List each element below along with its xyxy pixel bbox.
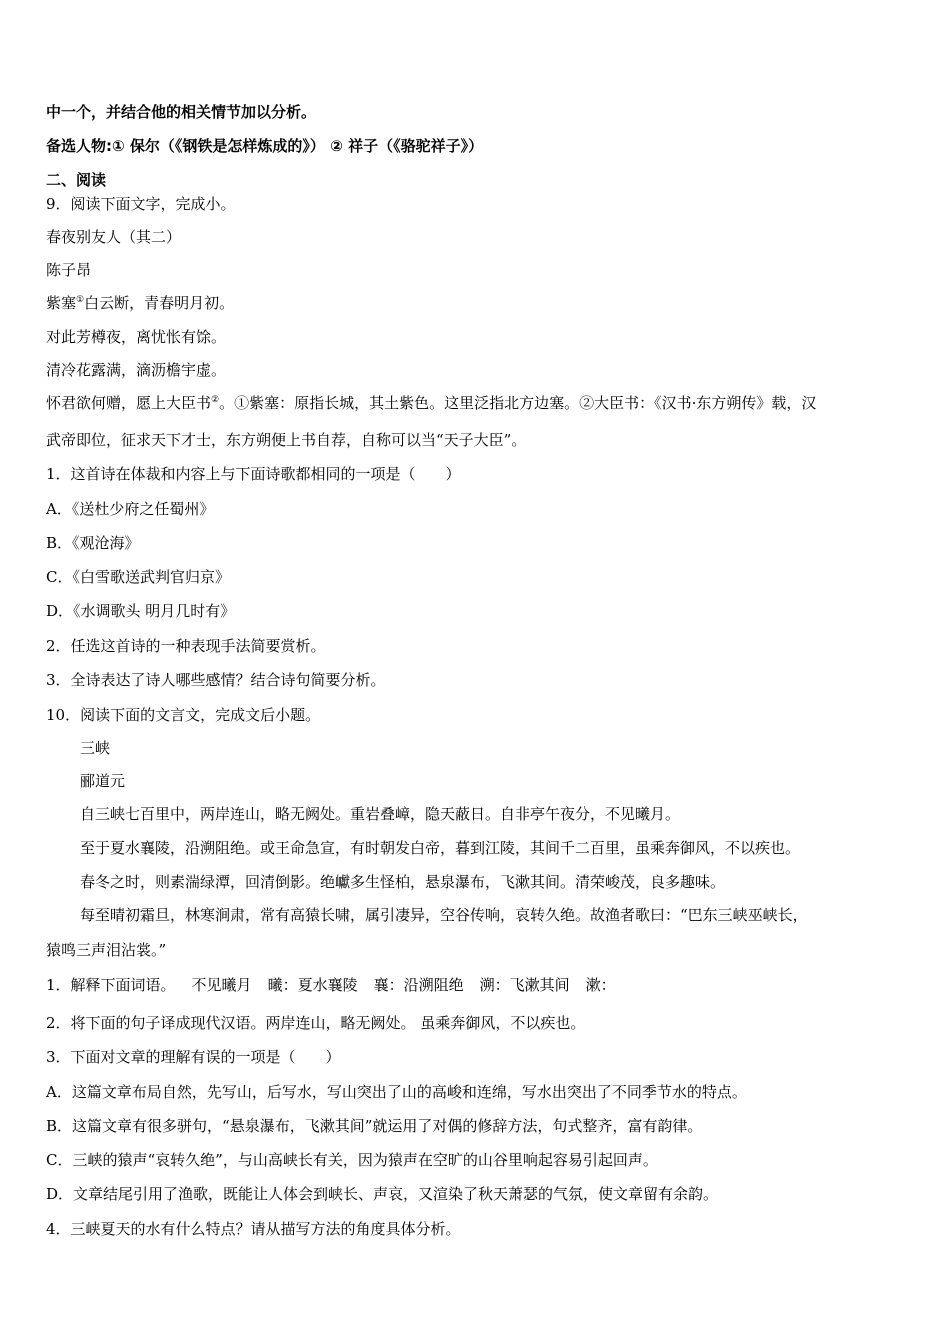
vocab-item: 曦：夏水襄陵 <box>267 976 358 994</box>
poem-note-continued: 武帝即位，征求天下才士，东方朔便上书自荐，自称可以当“天子大臣”。 <box>46 431 527 449</box>
q9-option-d: D．《水调歌头 明月几时有》 <box>46 602 236 620</box>
essay-paragraph-2: 至于夏水襄陵，沿溯阻绝。或王命急宣，有时朝发白帝，暮到江陵，其间千二百里，虽乘奔御风，不以疾也。 <box>80 839 801 857</box>
essay-paragraph-1: 自三峡七百里中，两岸连山，略无阙处。重岩叠嶂，隐天蔽日。自非亭午夜分，不见曦月。 <box>80 805 681 823</box>
poem-verse-1: 紫塞①白云断，青春明月初。 <box>46 294 235 312</box>
q10-sub-2: 2．将下面的句子译成现代汉语。两岸连山，略无阙处。 虽乘奔御风，不以疾也。 <box>46 1014 586 1032</box>
q9-sub-3: 3．全诗表达了诗人哪些感情？结合诗句简要分析。 <box>46 671 386 689</box>
poem-verse-2: 对此芳樽夜，离忧怅有馀。 <box>46 328 227 346</box>
footnote-mark-1: ① <box>76 295 85 305</box>
q10-sub-4: 4．三峡夏天的水有什么特点？请从描写方法的角度具体分析。 <box>46 1220 461 1238</box>
q10-sub-3: 3．下面对文章的理解有误的一项是（ ） <box>46 1048 341 1066</box>
section-heading: 二、阅读 <box>46 171 107 189</box>
essay-paragraph-3: 春冬之时，则素湍绿潭，回清倒影。绝巘多生怪柏，悬泉瀑布，飞漱其间。清荣峻茂，良多趣味。 <box>80 873 726 891</box>
poem-author: 陈子昂 <box>46 261 92 279</box>
vocab-item: 溯：飞漱其间 <box>479 976 570 994</box>
intro-line-2: 备选人物:① 保尔（《钢铁是怎样炼成的》） ② 祥子（《骆驼祥子》） <box>46 137 484 155</box>
poem-verse-4-with-notes: 怀君欲何赠，愿上大臣书②。①紫塞：原指长城，其土紫色。这里泛指北方边塞。②大臣书：《汉书·东方朔传》载，汉 <box>46 394 817 412</box>
q9-sub-1: 1．这首诗在体裁和内容上与下面诗歌都相同的一项是（ ） <box>46 465 461 483</box>
vocab-item: 襄：沿溯阻绝 <box>373 976 464 994</box>
essay-author: 郦道元 <box>80 772 126 790</box>
essay-title: 三峡 <box>80 739 111 757</box>
essay-paragraph-4-continued: 猿鸣三声泪沾裳。” <box>46 941 167 959</box>
q9-option-c: C．《白雪歌送武判官归京》 <box>46 568 230 586</box>
q10-sub-1: 1．解释下面词语。 不见曦月 曦：夏水襄陵 襄：沿溯阻绝 溯：飞漱其间 漱： <box>46 976 616 994</box>
intro-line-1: 中一个，并结合他的相关情节加以分析。 <box>46 103 317 121</box>
q9-option-b: B．《观沧海》 <box>46 534 140 552</box>
q9-sub-2: 2．任选这首诗的一种表现手法简要赏析。 <box>46 637 326 655</box>
vocab-item: 漱： <box>585 976 616 994</box>
poem-title: 春夜别友人（其二） <box>46 228 182 246</box>
q10-option-a: A．这篇文章布局自然，先写山，后写水，写山突出了山的高峻和连绵，写水出突出了不同季节水的特点。 <box>46 1083 747 1101</box>
q10-option-c: C．三峡的猿声“哀转久绝”，与山高峡长有关，因为猿声在空旷的山谷里响起容易引起回声。 <box>46 1151 658 1169</box>
essay-paragraph-4: 每至晴初霜旦，林寒涧肃，常有高猿长啸，属引凄异，空谷传响，哀转久绝。故渔者歌曰：“巴东三峡巫峡长， <box>80 906 808 924</box>
footnote-mark-2: ② <box>211 395 220 405</box>
vocab-item: 不见曦月 <box>191 976 252 994</box>
poem-verse-3: 清冷花露满，滴沥檐宇虚。 <box>46 361 227 379</box>
q9-prompt: 9．阅读下面文字，完成小。 <box>46 195 236 213</box>
q10-option-d: D．文章结尾引用了渔歌，既能让人体会到峡长、声哀，又渲染了秋天萧瑟的气氛，使文章留有余韵。 <box>46 1185 719 1203</box>
q9-option-a: A．《送杜少府之任蜀州》 <box>46 500 215 518</box>
q10-option-b: B．这篇文章有很多骈句，“悬泉瀑布，飞漱其间”就运用了对偶的修辞方法，句式整齐，富有韵律。 <box>46 1117 703 1135</box>
q10-prompt: 10．阅读下面的文言文，完成文后小题。 <box>46 706 321 724</box>
